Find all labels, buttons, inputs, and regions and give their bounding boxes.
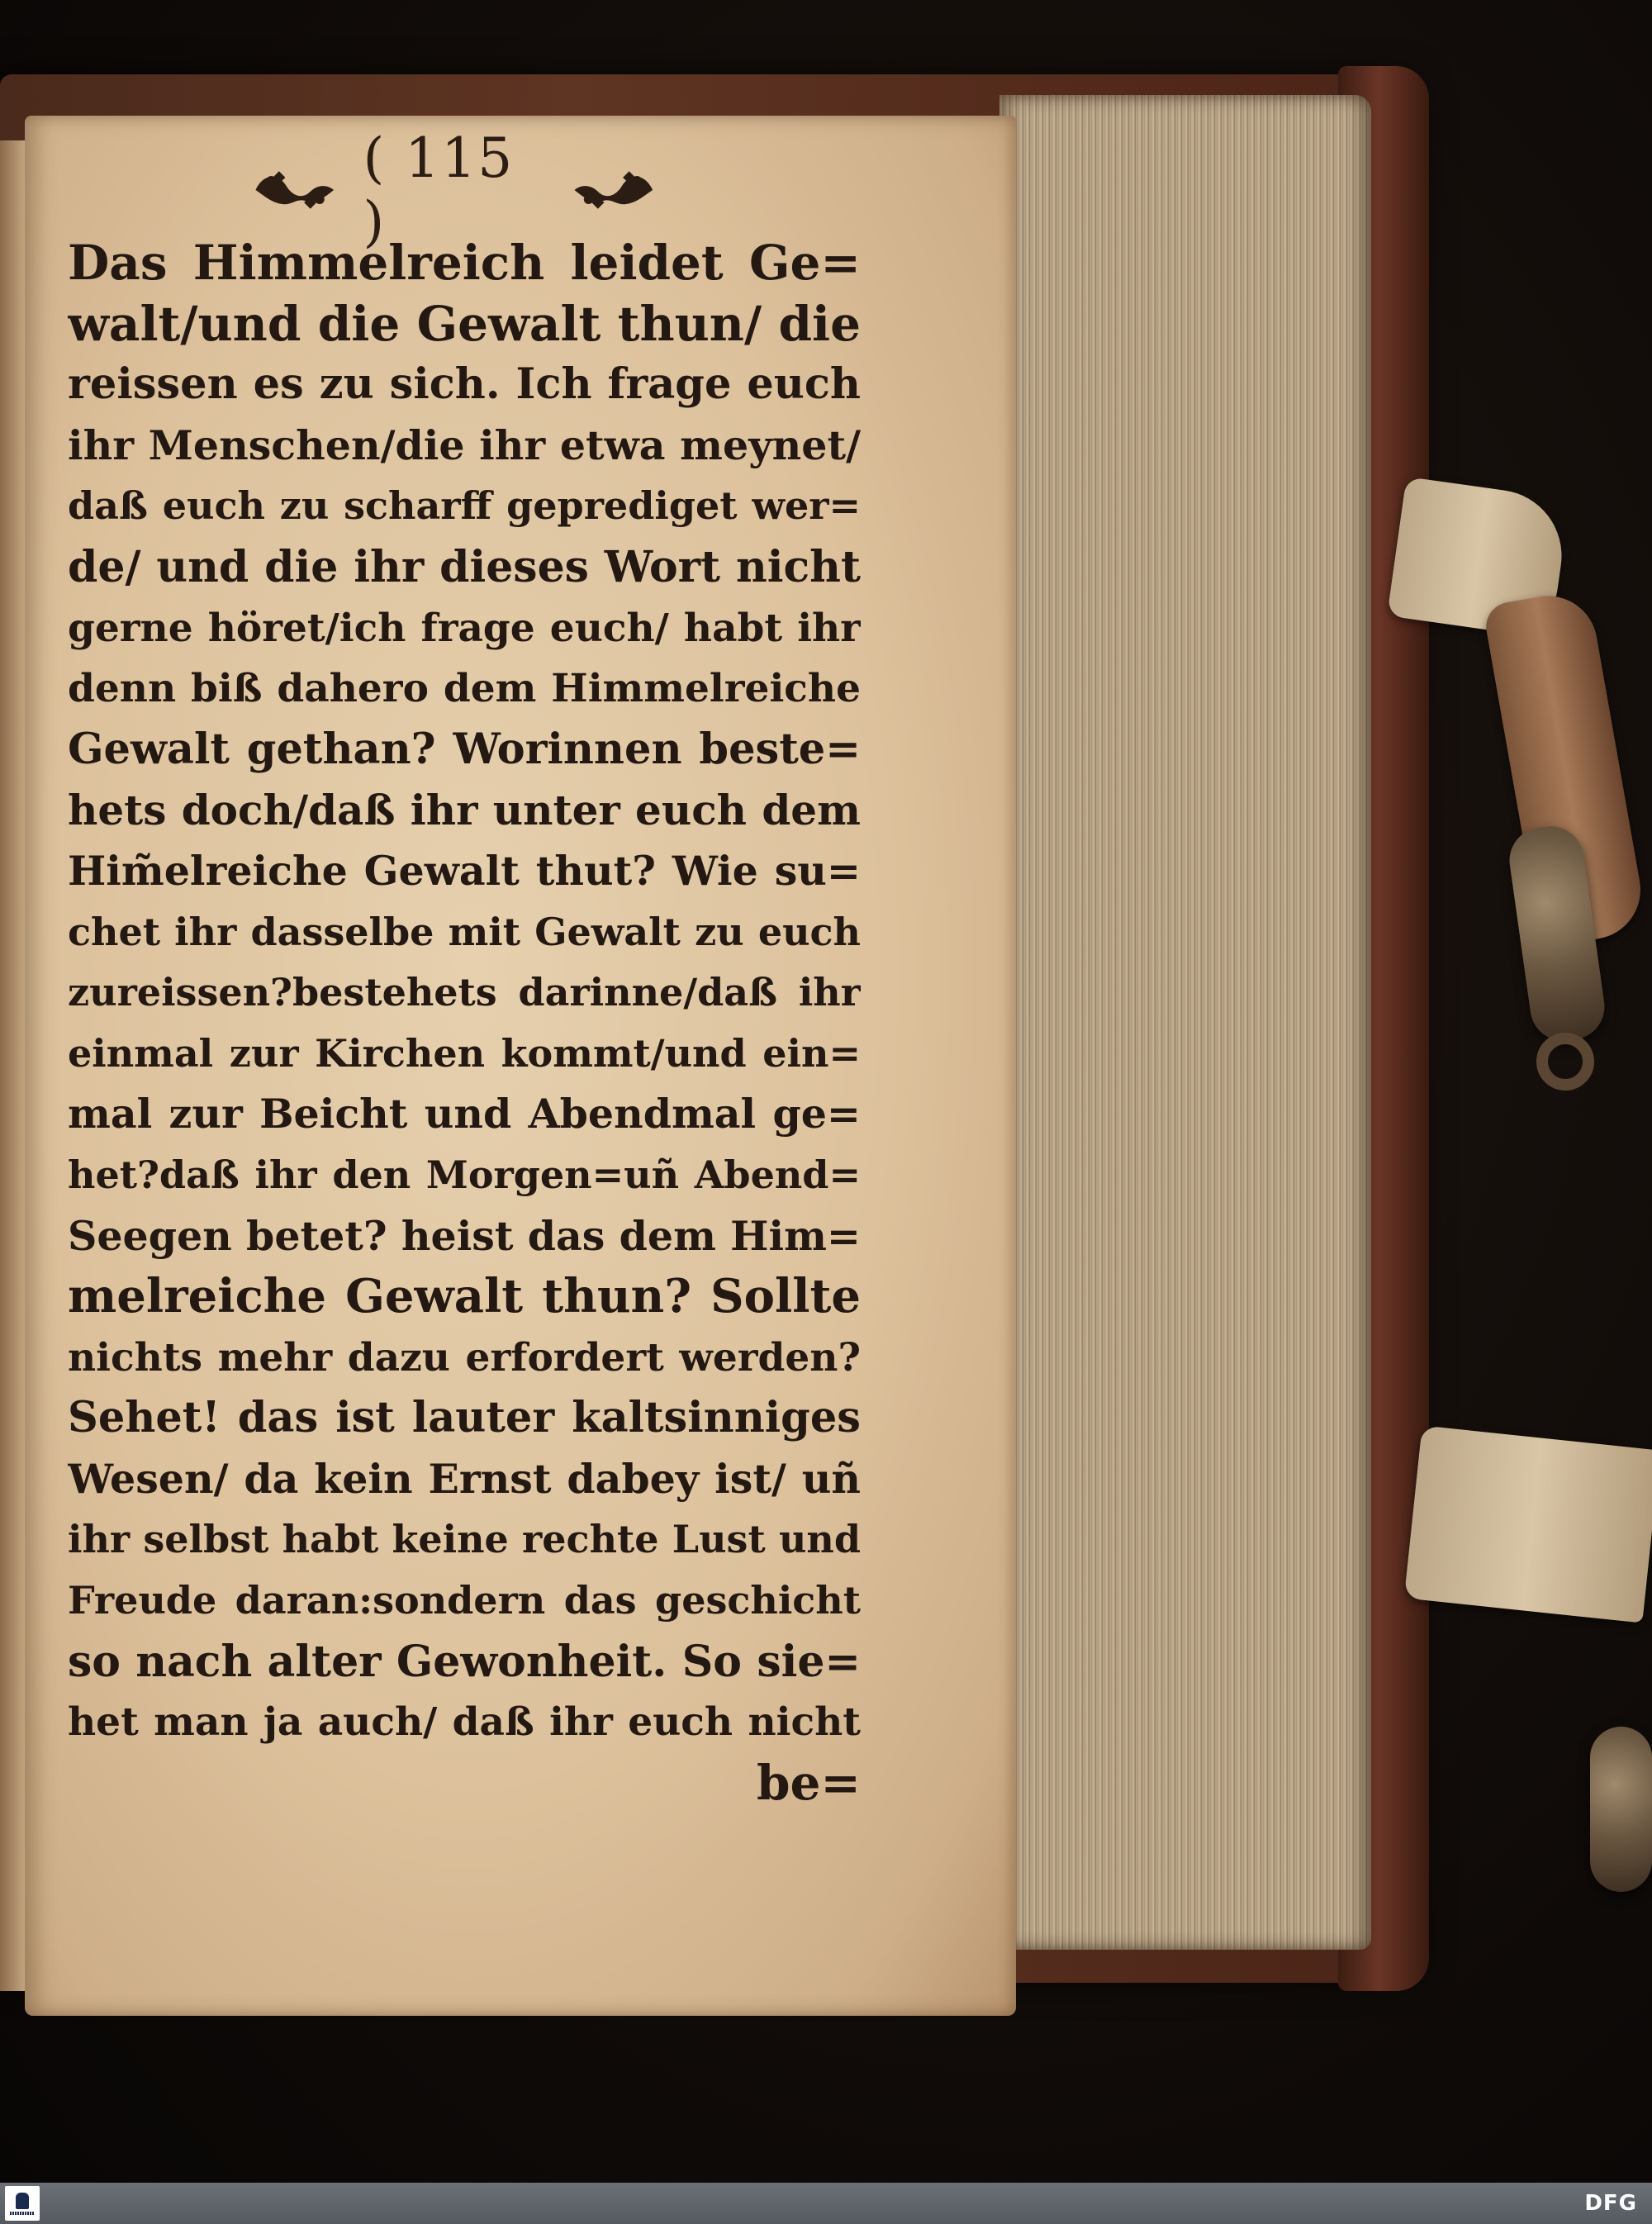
text-line: Freude daran:sondern das geschicht — [68, 1578, 861, 1623]
text-line: daß euch zu scharff geprediget wer= — [68, 483, 861, 529]
viewer-footer-bar — [0, 2183, 1652, 2224]
text-line: het?daß ihr den Morgen=uñ Abend= — [68, 1152, 861, 1197]
text-line: nichts mehr dazu erfordert werden? — [68, 1334, 861, 1380]
text-line: de/ und die ihr dieses Wort nicht — [68, 541, 861, 592]
text-line: Seegen betet? heist das dem Him= — [68, 1211, 861, 1260]
ornament-left-icon — [248, 164, 342, 216]
text-line: Sehet! das ist lauter kaltsinniges — [68, 1393, 861, 1443]
ornament-right-icon — [567, 164, 661, 216]
page-text — [68, 233, 861, 1813]
dfg-logo[interactable]: DFG — [1584, 2191, 1637, 2216]
text-line: zureissen?bestehets darinne/daß ihr — [68, 970, 861, 1015]
text-line: ihr Menschen/die ihr etwa meynet/ — [68, 421, 861, 469]
text-line: het man ja auch/ daß ihr euch nicht — [68, 1699, 861, 1746]
library-logo-text — [10, 2212, 35, 2215]
text-line: melreiche Gewalt thun? Sollte — [68, 1269, 861, 1324]
text-line: so nach alter Gewonheit. So sie= — [68, 1636, 861, 1687]
clasp-strap-bottom — [1404, 1425, 1652, 1623]
metal-clasp-bottom-icon — [1590, 1727, 1652, 1892]
library-logo-icon[interactable] — [5, 2186, 40, 2221]
page-block-edges — [999, 95, 1371, 1950]
text-line: gerne höret/ich frage euch/ habt ihr — [68, 605, 861, 651]
text-line: Wesen/ da kein Ernst dabey ist/ uñ — [68, 1454, 861, 1503]
facing-page-sliver — [0, 140, 28, 1991]
page-number: ( 115 ) — [363, 126, 515, 254]
catchword: be= — [756, 1754, 861, 1811]
text-line: reissen es zu sich. Ich frage euch — [68, 359, 861, 410]
text-line: einmal zur Kirchen kommt/und ein= — [68, 1030, 861, 1076]
text-line: Das Himmelreich leidet Ge= — [68, 235, 861, 291]
text-line: denn biß dahero dem Himmelreiche — [68, 666, 861, 712]
clasp-ring-icon — [1536, 1033, 1594, 1091]
library-logo-mark — [16, 2193, 29, 2209]
text-line: ihr selbst habt keine rechte Lust und — [68, 1517, 861, 1562]
text-line: mal zur Beicht und Abendmal ge= — [68, 1090, 861, 1138]
text-line: chet ihr dasselbe mit Gewalt zu euch — [68, 909, 861, 954]
text-line: walt/und die Gewalt thun/ die — [68, 295, 861, 352]
page-header — [248, 126, 661, 254]
text-line: Him̃elreiche Gewalt thut? Wie su= — [68, 846, 861, 895]
text-line: hets doch/daß ihr unter euch dem — [68, 786, 861, 835]
text-line: Gewalt gethan? Worinnen beste= — [68, 724, 861, 774]
